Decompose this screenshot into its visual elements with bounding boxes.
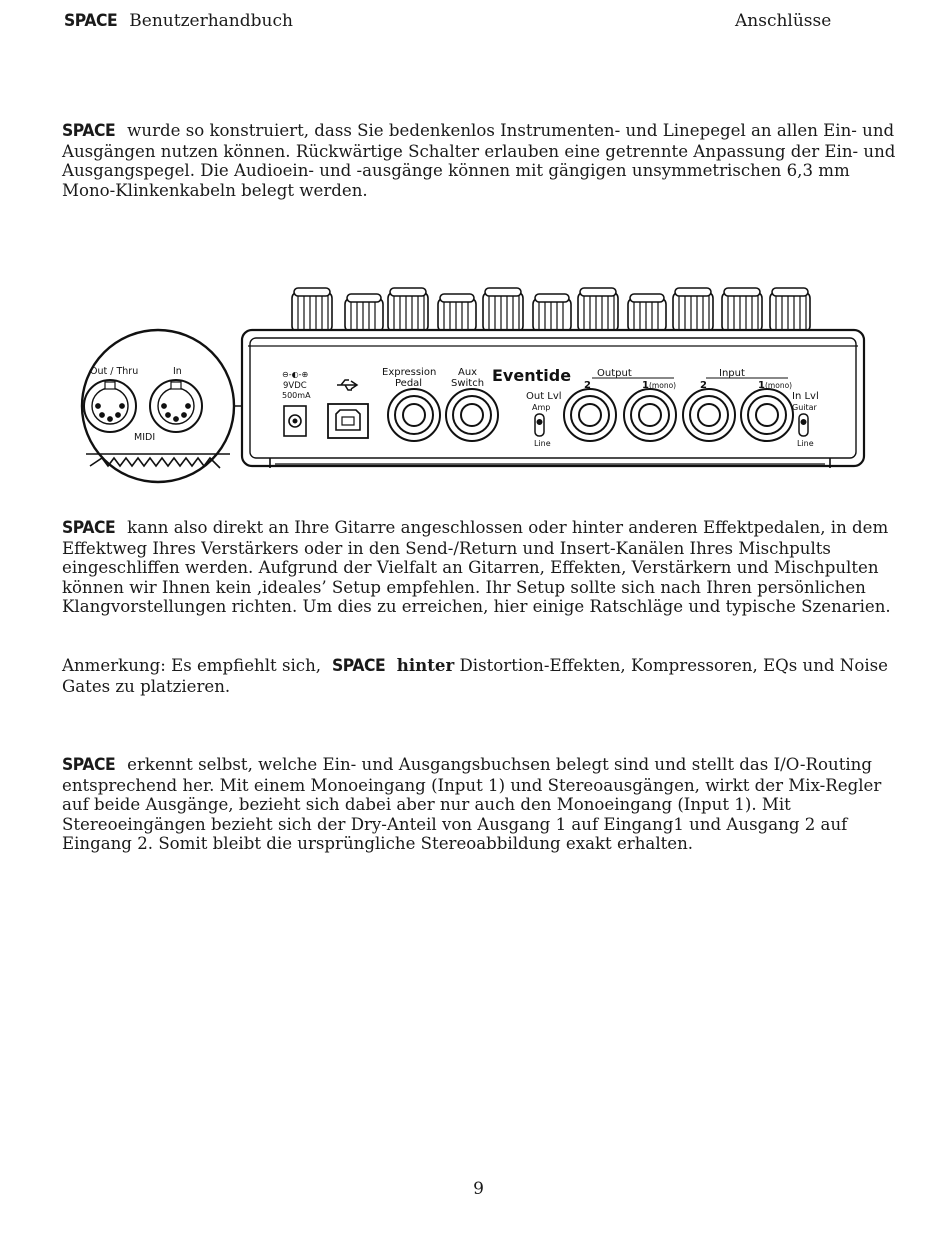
out-lvl-label: Out Lvl (526, 391, 562, 402)
section-title: Anschlüsse (735, 11, 832, 31)
output-mono-label: (mono) (649, 381, 677, 390)
out-lvl-line-label: Line (534, 439, 551, 448)
power-jack (284, 406, 306, 436)
aux-label-line1: Aux (458, 367, 478, 378)
midi-out-thru-jack (84, 380, 136, 432)
aux-label-line2: Switch (451, 378, 485, 389)
usb-port (328, 404, 368, 438)
midi-label: MIDI (134, 432, 156, 443)
in-lvl-switch (799, 414, 808, 436)
paragraph-text: erkennt selbst, welche Ein- und Ausgangsbuchsen belegt sind und stellt das I/O-Routing entsprechend her. Mit einem Monoeingang (Input 1) und Stereoausgängen, wirkt der Mix-Regler auf beide Ausgänge, bezieht sich dabei aber nur auch den Monoeingang (Input 1). Mit Stereoeingängen bezieht sich der Dry-Anteil von Ausgang 1 auf Eingang1 und Ausgang 2 auf Eingang 2. Somit bleibt die ursprüngliche Stereoabbildung exakt erhalten. (62, 755, 882, 854)
header-left (64, 11, 293, 31)
note-text: Distortion-Effekten, Kompressoren, EQs und Noise Gates zu platzieren. (62, 656, 888, 696)
output-1-jack (624, 389, 676, 441)
power-current-label: 500mA (282, 391, 311, 400)
power-voltage-label: 9VDC (283, 381, 307, 391)
space-logo: SPACE (331, 656, 385, 676)
input-label: Input (719, 368, 745, 379)
eventide-logo: Eventide (492, 366, 572, 385)
output-2-jack (564, 389, 616, 441)
paragraph-note (62, 656, 902, 696)
in-lvl-label: In Lvl (792, 391, 819, 402)
expression-pedal-jack (388, 389, 440, 441)
input-1-label: 1 (758, 380, 765, 391)
midi-out-thru-label: Out / Thru (90, 366, 139, 377)
paragraph-text: kann also direkt an Ihre Gitarre angeschlossen oder hinter anderen Effektpedalen, in dem Effektweg Ihres Verstärkers oder in den Send-/Return und Insert-Kanälen Ihres Mischpults eingeschliffen werden. Aufgrund der Vielfalt an Gitarren, Effekten, Verstärkern und Mischpulten können wir Ihnen kein ‚ideales’ Setup empfehlen. Ihr Setup sollte sich nach Ihren persönlichen Klangvorstellungen richten. Um dies zu erreichen, hier einige Ratschläge und typische Szenarien. (62, 518, 891, 617)
midi-in-label: In (173, 366, 182, 377)
aux-switch-jack (446, 389, 498, 441)
expression-label-line2: Pedal (395, 378, 423, 389)
in-lvl-line-label: Line (797, 439, 814, 448)
input-2-jack (683, 389, 735, 441)
space-logo: SPACE (62, 755, 116, 775)
out-lvl-amp-label: Amp (532, 403, 551, 412)
space-logo: SPACE (62, 121, 116, 141)
expression-label-line1: Expression (382, 367, 437, 378)
power-polarity-symbol: ⊖-◐-⊕ (282, 370, 309, 379)
paragraph-setup (62, 518, 902, 617)
rear-panel-diagram (70, 282, 870, 496)
paragraph-io-routing (62, 755, 902, 854)
space-logo: SPACE (64, 11, 118, 31)
page-number: 9 (473, 1179, 484, 1199)
rear-panel-svg (70, 282, 870, 492)
output-2-label: 2 (584, 380, 591, 391)
note-bold-word: hinter (396, 655, 455, 675)
out-lvl-switch (535, 414, 544, 436)
input-mono-label: (mono) (765, 381, 793, 390)
manual-title: Benutzerhandbuch (129, 11, 293, 31)
input-2-label: 2 (700, 380, 707, 391)
midi-in-jack (150, 380, 202, 432)
paragraph-text: wurde so konstruiert, dass Sie bedenkenlos Instrumenten- und Linepegel an allen Ein- und Ausgängen nutzen können. Rückwärtige Schalter erlauben eine getrennte Anpassung der Ein- und Ausgangspegel. Die Audioein- und -ausgänge können mit gängigen unsymmetrischen 6,3 mm Mono-Klinkenkabeln belegt werden. (62, 121, 896, 200)
space-logo: SPACE (62, 518, 116, 538)
paragraph-connections-intro (62, 121, 902, 200)
input-1-jack (741, 389, 793, 441)
midi-detail (82, 330, 242, 482)
note-prefix: Anmerkung: Es empfiehlt sich, (62, 656, 322, 675)
knob-row (292, 288, 810, 332)
in-lvl-guitar-label: Guitar (792, 403, 817, 412)
output-1-label: 1 (642, 380, 649, 391)
output-label: Output (597, 368, 632, 379)
